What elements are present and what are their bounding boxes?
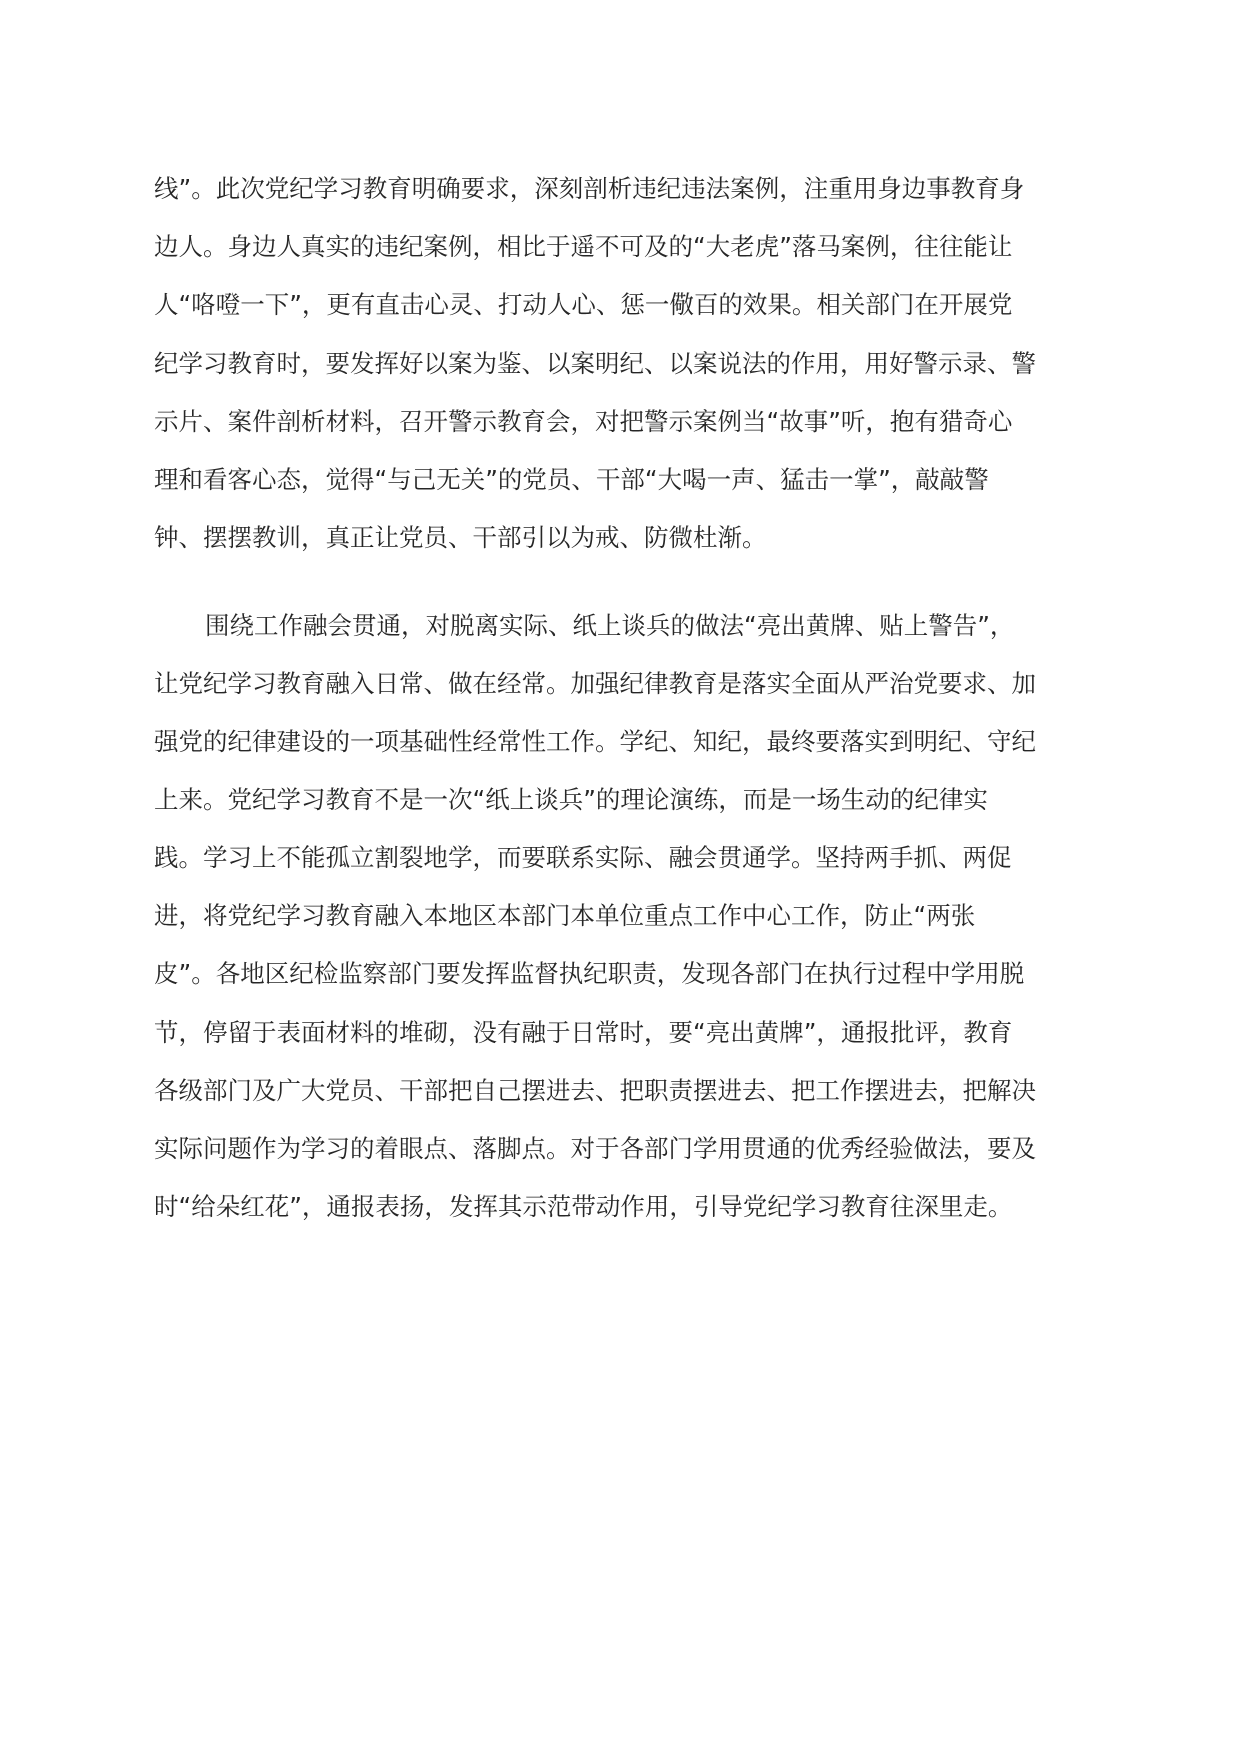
paragraph-2-line-10: 实际问题作为学习的着眼点、落脚点。对于各部门学用贯通的优秀经验做法，要及 xyxy=(154,1134,1036,1163)
paragraph-2-line-7: 皮”。各地区纪检监察部门要发挥监督执纪职责，发现各部门在执行过程中学用脱 xyxy=(154,959,1025,988)
paragraph-2-line-9: 各级部门及广大党员、干部把自己摆进去、把职责摆进去、把工作摆进去，把解决 xyxy=(154,1076,1036,1105)
paragraph-2-line-4: 上来。党纪学习教育不是一次“纸上谈兵”的理论演练，而是一场生动的纪律实 xyxy=(154,785,988,814)
paragraph-2-line-8: 节，停留于表面材料的堆砌，没有融于日常时，要“亮出黄牌”，通报批评，教育 xyxy=(154,1018,1013,1047)
paragraph-1-line-6: 理和看客心态，觉得“与己无关”的党员、干部“大喝一声、猛击一掌”，敲敲警 xyxy=(154,465,989,494)
paragraph-2-line-5: 践。学习上不能孤立割裂地学，而要联系实际、融会贯通学。坚持两手抓、两促 xyxy=(154,843,1012,872)
paragraph-1-line-1: 线”。此次党纪学习教育明确要求，深刻剖析违纪违法案例，注重用身边事教育身 xyxy=(154,174,1025,203)
paragraph-2-line-1: 围绕工作融会贯通，对脱离实际、纸上谈兵的做法“亮出黄牌、贴上警告”， xyxy=(205,611,1015,640)
paragraph-2-line-3: 强党的纪律建设的一项基础性经常性工作。学纪、知纪，最终要落实到明纪、守纪 xyxy=(154,727,1036,756)
paragraph-2-line-11: 时“给朵红花”，通报表扬，发挥其示范带动作用，引导党纪学习教育往深里走。 xyxy=(154,1192,1013,1221)
paragraph-2-line-6: 进，将党纪学习教育融入本地区本部门本单位重点工作中心工作，防止“两张 xyxy=(154,901,976,930)
paragraph-1-line-7: 钟、摆摆教训，真正让党员、干部引以为戒、防微杜渐。 xyxy=(154,523,767,552)
paragraph-1-line-5: 示片、案件剖析材料，召开警示教育会，对把警示案例当“故事”听，抱有猎奇心 xyxy=(154,407,1013,436)
paragraph-1-line-3: 人“咯噔一下”，更有直击心灵、打动人心、惩一儆百的效果。相关部门在开展党 xyxy=(154,290,1013,319)
paragraph-1-line-2: 边人。身边人真实的违纪案例，相比于遥不可及的“大老虎”落马案例，往往能让 xyxy=(154,232,1013,261)
paragraph-2-line-2: 让党纪学习教育融入日常、做在经常。加强纪律教育是落实全面从严治党要求、加 xyxy=(154,669,1036,698)
paragraph-1-line-4: 纪学习教育时，要发挥好以案为鉴、以案明纪、以案说法的作用，用好警示录、警 xyxy=(154,349,1036,378)
